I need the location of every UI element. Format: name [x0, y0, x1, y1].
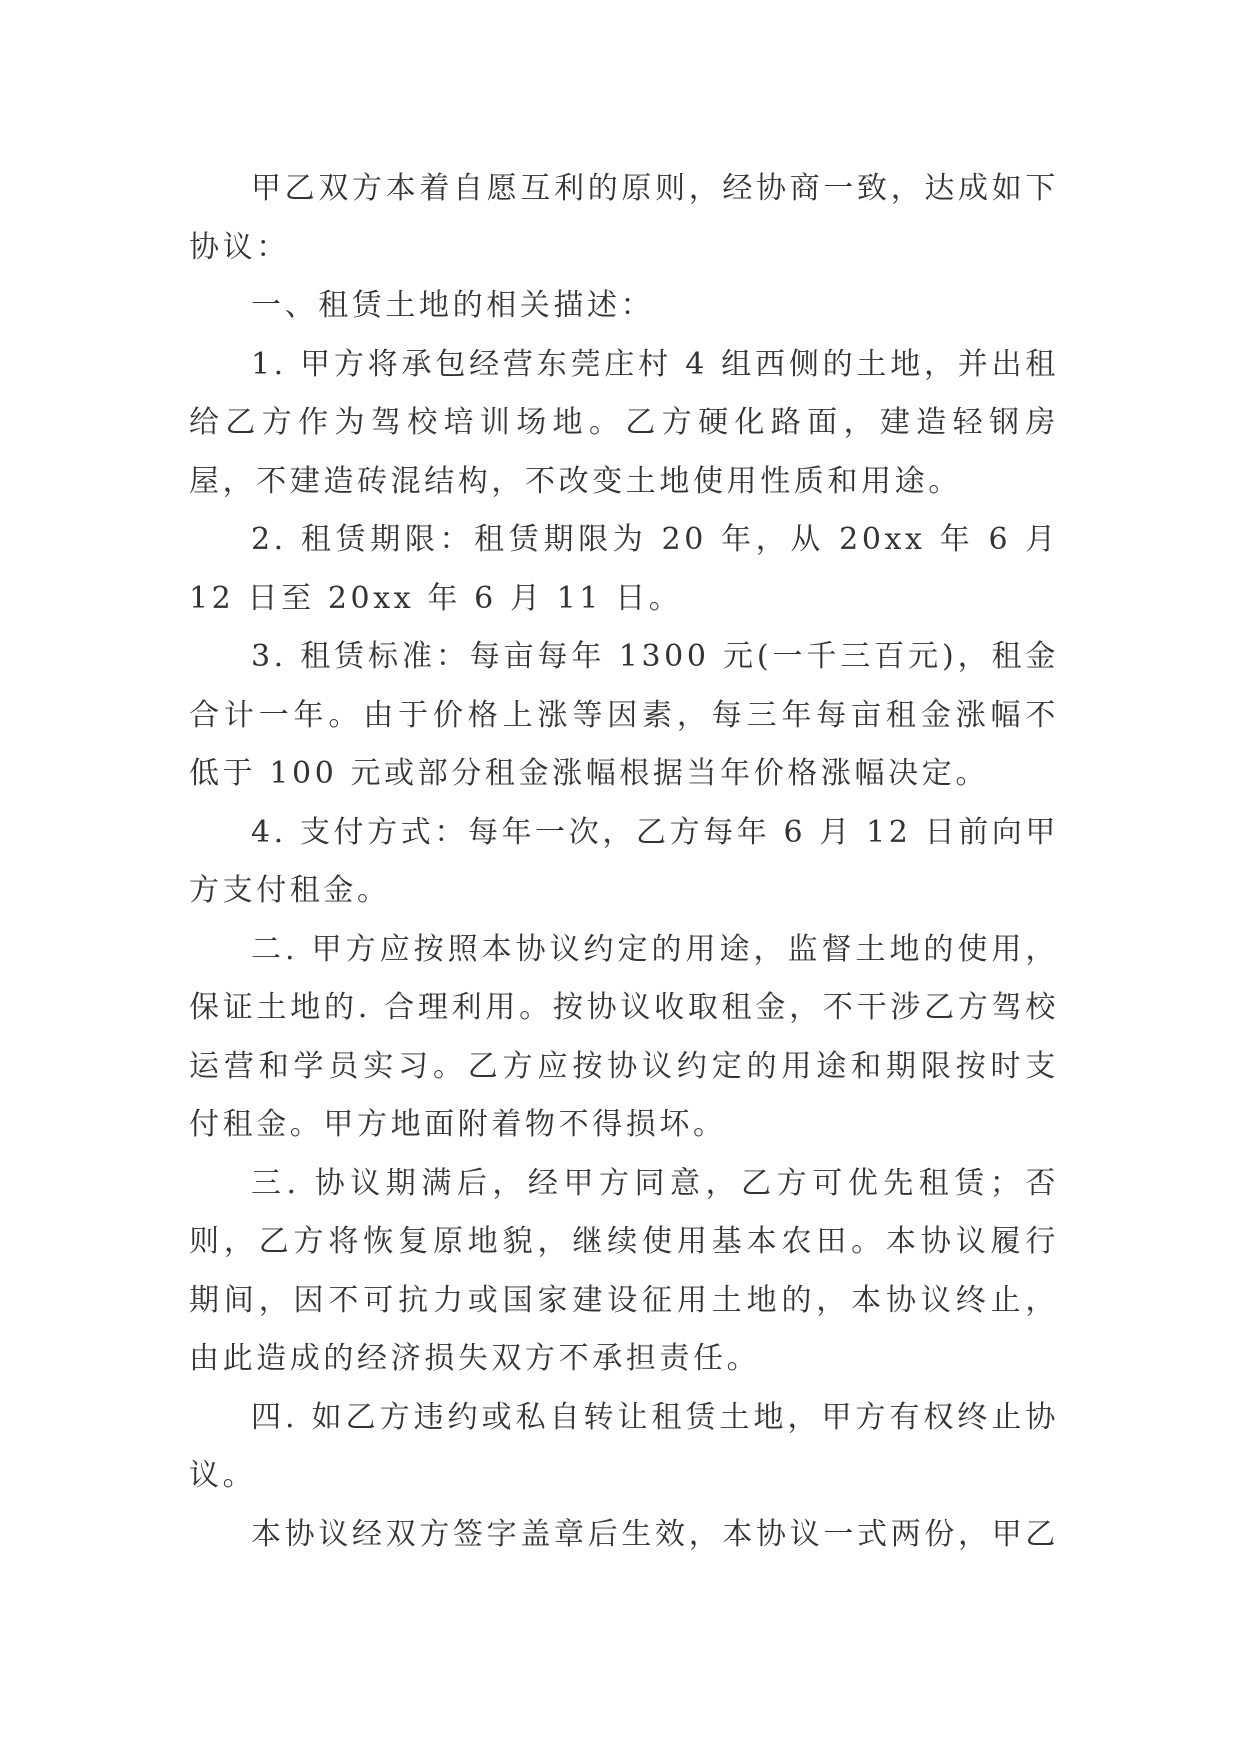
- paragraph-intro: 甲乙双方本着自愿互利的原则，经协商一致，达成如下协议：: [189, 171, 1059, 265]
- paragraph-section-four: 四. 如乙方违约或私自转让租赁土地，甲方有权终止协议。: [189, 1399, 1059, 1493]
- paragraph-section-one-heading: 一、租赁土地的相关描述：: [251, 288, 655, 323]
- paragraph-clause-4: 4. 支付方式：每年一次，乙方每年 6 月 12 日前向甲方支付租金。: [189, 814, 1059, 908]
- paragraph-clause-1: 1. 甲方将承包经营东莞庄村 4 组西侧的土地，并出租给乙方作为驾校培训场地。乙方硬化路面，建造轻钢房屋，不建造砖混结构，不改变土地使用性质和用途。: [189, 346, 1059, 499]
- document-body: [189, 160, 1059, 1564]
- paragraph-effectiveness: 本协议经双方签字盖章后生效，本协议一式两份，甲乙: [251, 1516, 1059, 1552]
- paragraph-clause-3: 3. 租赁标准：每亩每年 1300 元(一千三百元)，租金合计一年。由于价格上涨等因素，每三年每亩租金涨幅不低于 100 元或部分租金涨幅根据当年价格涨幅决定。: [189, 639, 1059, 791]
- paragraph-section-three: 三. 协议期满后，经甲方同意，乙方可优先租赁；否则，乙方将恢复原地貌，继续使用基本农田。本协议履行期间，因不可抗力或国家建设征用土地的，本协议终止，由此造成的经济损失双方不承担责任。: [189, 1165, 1059, 1376]
- paragraph-section-two: 二. 甲方应按照本协议约定的用途，监督土地的使用，保证土地的. 合理利用。按协议收取租金，不干涉乙方驾校运营和学员实习。乙方应按协议约定的用途和期限按时支付租金。甲方地面附着物不得损坏。: [189, 931, 1059, 1142]
- paragraph-clause-2: 2. 租赁期限：租赁期限为 20 年，从 20xx 年 6 月 12 日至 20xx 年 6 月 11 日。: [189, 522, 1059, 616]
